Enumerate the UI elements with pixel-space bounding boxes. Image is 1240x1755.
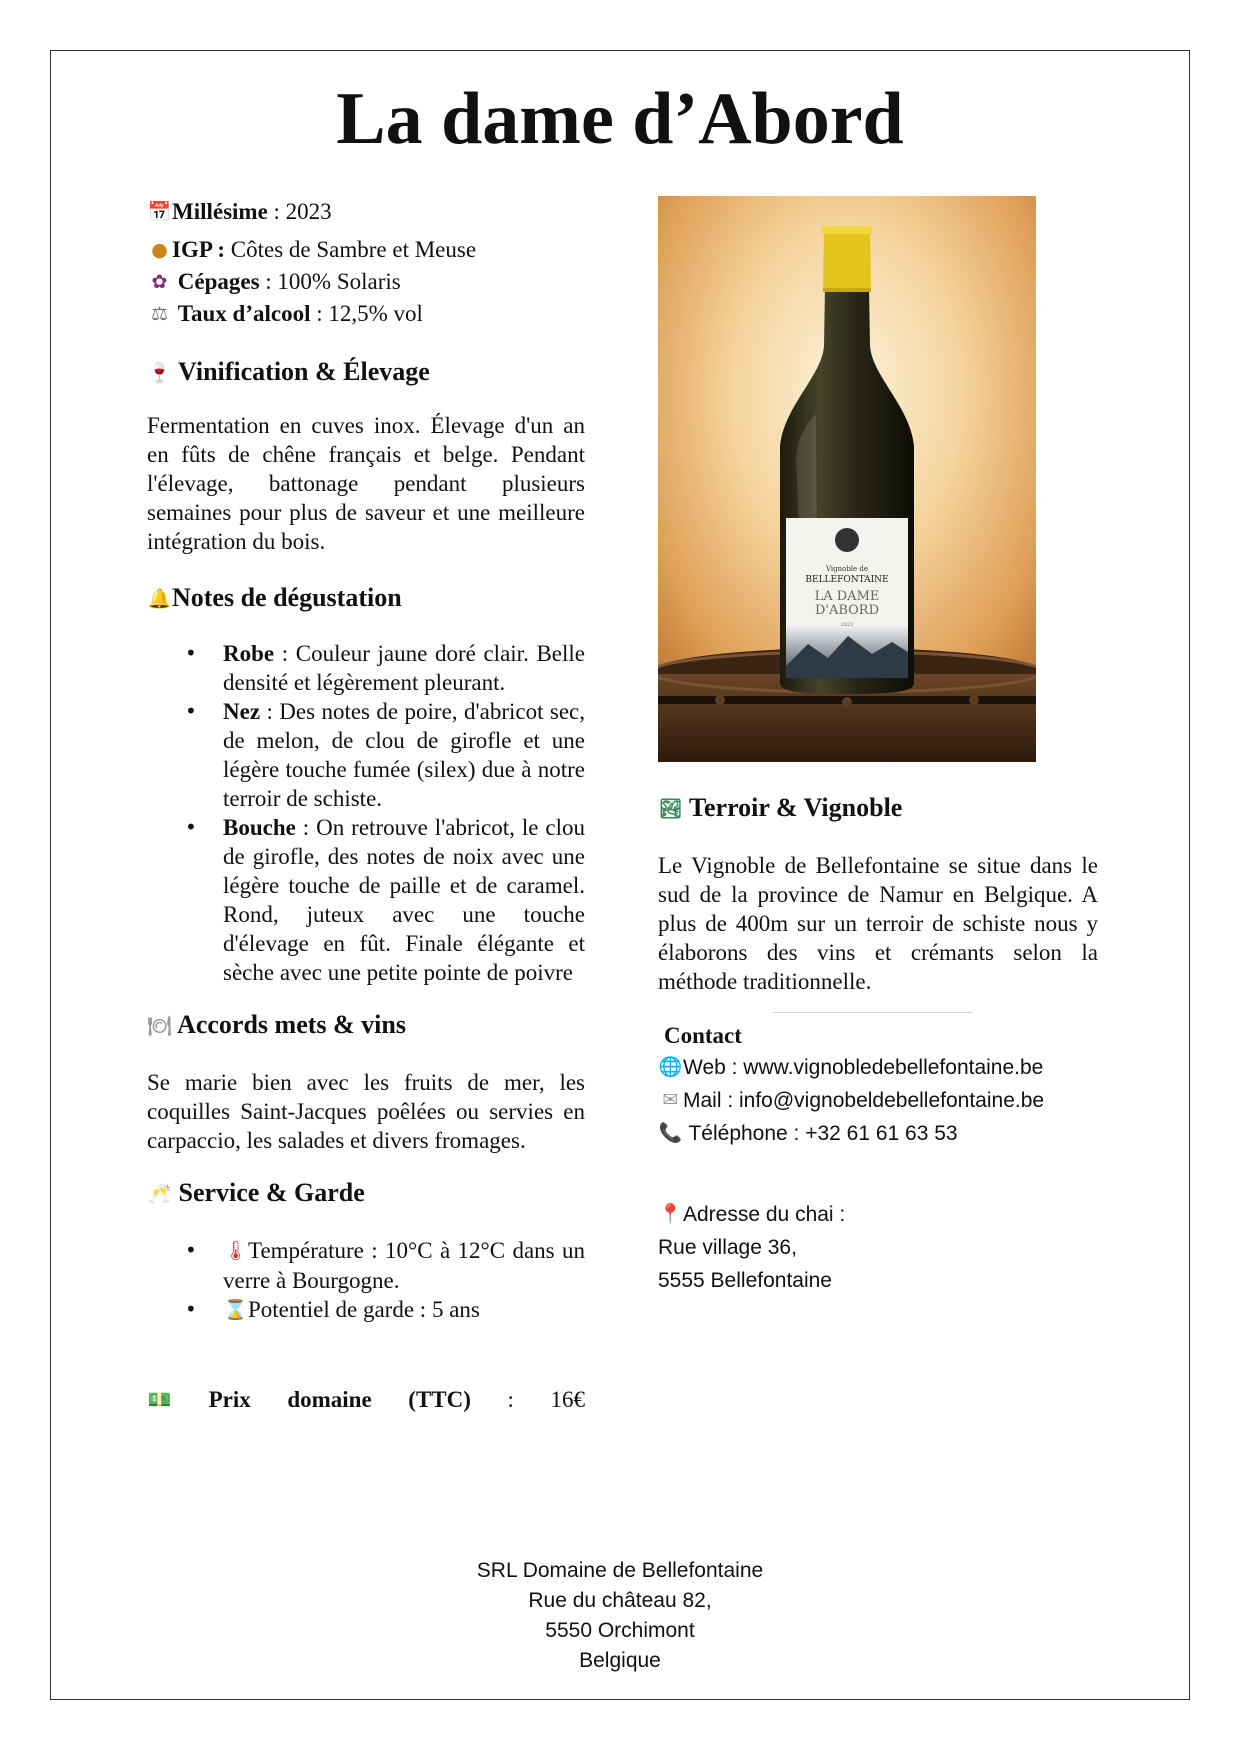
page-title: La dame d’Abord: [336, 78, 904, 160]
wine-specs: [147, 196, 585, 330]
footer-line4: Belgique: [579, 1649, 661, 1672]
igp-seal-icon: ●: [151, 239, 168, 261]
contact-tel: [658, 1117, 1098, 1150]
service-heading-text: Service & Garde: [178, 1178, 365, 1207]
degustation-list: [147, 639, 585, 987]
temperature-text: Température : 10°C à 12°C dans un verre à Bourgogne.: [223, 1238, 585, 1293]
garde-text: Potentiel de garde : 5 ans: [248, 1297, 480, 1322]
nez-label: Nez: [223, 699, 261, 724]
accords-text: Se marie bien avec les fruits de mer, les coquilles Saint-Jacques poêlées ou servies en carpaccio, les salades et divers fromages.: [147, 1070, 585, 1153]
nez-text: : Des notes de poire, d'abricot sec, de melon, de clou de girofle et une légère touche fumée (silex) due à notre terroir de schiste.: [223, 699, 585, 811]
mail-link[interactable]: Mail : info@vignobeldebellefontaine.be: [683, 1089, 1045, 1112]
list-item: [223, 639, 585, 697]
globe-icon: 🌐: [658, 1056, 683, 1078]
alcool-value: : 12,5% vol: [310, 301, 423, 326]
contact-heading: Contact: [664, 1023, 742, 1048]
contact-web: [658, 1051, 1098, 1084]
price-colon: :: [507, 1387, 514, 1412]
price-value: 16€: [550, 1387, 585, 1412]
label-name-line1: LA DAME: [814, 589, 880, 604]
pin-icon: 📍: [658, 1203, 683, 1225]
igp-value: Côtes de Sambre et Meuse: [225, 237, 477, 262]
label-name-line2: D'ABORD: [814, 603, 880, 618]
contact-divider: [773, 1012, 973, 1013]
degustation-heading: [147, 582, 585, 615]
spec-millesime: [147, 196, 585, 228]
accords-heading: [147, 1009, 585, 1042]
vinification-text: Fermentation en cuves inox. Élevage d'un an en fûts de chêne français et belge. Pendant l'élevage, battonage pendant plusieurs semaines pour plus de saveur et une meilleure intégration du bois.: [147, 413, 585, 554]
spec-alcool: [147, 298, 585, 330]
thermometer-icon: 🌡: [223, 1240, 248, 1262]
wine-bottle-photo: [658, 196, 1036, 762]
scale-icon: ⚖: [150, 303, 169, 325]
degustation-heading-text: Notes de dégustation: [172, 583, 402, 612]
list-item: [223, 1236, 585, 1295]
bouche-label: Bouche: [223, 815, 296, 840]
terroir-heading: [658, 792, 1098, 825]
adresse-label-row: [658, 1198, 1098, 1231]
robe-label: Robe: [223, 641, 275, 666]
terroir-heading-text: Terroir & Vignoble: [689, 793, 903, 822]
champagne-icon: 🥂: [147, 1183, 172, 1205]
service-heading: [147, 1177, 585, 1210]
accords-heading-text: Accords mets & vins: [177, 1010, 406, 1039]
landscape-icon: 🏞: [658, 798, 683, 820]
millesime-label: Millésime: [172, 199, 268, 224]
cepages-label: Cépages: [177, 269, 260, 294]
wine-glass-icon: 🍷: [147, 362, 172, 384]
price-word: Prix: [208, 1387, 251, 1412]
list-item: [223, 813, 585, 987]
vinification-heading-text: Vinification & Élevage: [178, 357, 430, 386]
list-item: [223, 697, 585, 813]
grapes-icon: ✿: [151, 271, 168, 293]
phone-icon: 📞: [658, 1122, 683, 1144]
footer-address: [0, 1556, 1240, 1676]
left-column: [147, 196, 585, 1415]
bell-icon: 🔔: [147, 588, 172, 610]
price-word: (TTC): [408, 1387, 471, 1412]
web-link[interactable]: Web : www.vignobledebellefontaine.be: [683, 1056, 1044, 1079]
service-list: [147, 1236, 585, 1325]
right-column: [658, 196, 1098, 1297]
plate-icon: 🍽: [147, 1015, 172, 1037]
footer-line3: 5550 Orchimont: [545, 1619, 695, 1642]
terroir-text: Le Vignoble de Bellefontaine se situe dans le sud de la province de Namur en Belgique. A plus de 400m sur un terroir de schiste nous y élaborons des vins et crémants selon la méthode traditionnelle.: [658, 853, 1098, 994]
bouche-text: : On retrouve l'abricot, le clou de girofle, des notes de noix avec une légère touche de paille et de caramel. Rond, juteux avec une touche d'élevage en fût. Finale élégante et sèche avec une petite pointe de poivre: [223, 815, 585, 985]
label-small-text: Vignoble de: [825, 565, 869, 573]
phone-text: Téléphone : +32 61 61 63 53: [688, 1122, 958, 1145]
envelope-icon: ✉: [662, 1089, 679, 1111]
footer-line1: SRL Domaine de Bellefontaine: [476, 1559, 764, 1582]
contact-mail: [658, 1084, 1098, 1117]
igp-label: IGP :: [172, 237, 226, 262]
list-item: [223, 1295, 585, 1325]
adresse-label: Adresse du chai :: [683, 1203, 846, 1226]
label-brand-text: BELLEFONTAINE: [805, 575, 889, 585]
money-icon: 💵: [147, 1389, 172, 1411]
adresse-line2: 5555 Bellefontaine: [658, 1269, 832, 1292]
adresse-line1: Rue village 36,: [658, 1236, 797, 1259]
spec-igp: [147, 234, 585, 266]
hourglass-icon: ⌛: [223, 1299, 248, 1321]
price-row: [147, 1385, 585, 1415]
spec-cepages: [147, 266, 585, 298]
cepages-value: : 100% Solaris: [259, 269, 401, 294]
footer-line2: Rue du château 82,: [528, 1589, 712, 1612]
label-year: 2023: [840, 622, 854, 628]
calendar-icon: 📅: [147, 201, 172, 223]
price-word: domaine: [287, 1387, 372, 1412]
alcool-label: Taux d’alcool: [177, 301, 311, 326]
vinification-heading: [147, 356, 585, 389]
millesime-value: : 2023: [267, 199, 332, 224]
robe-text: : Couleur jaune doré clair. Belle densité et légèrement pleurant.: [223, 641, 585, 695]
